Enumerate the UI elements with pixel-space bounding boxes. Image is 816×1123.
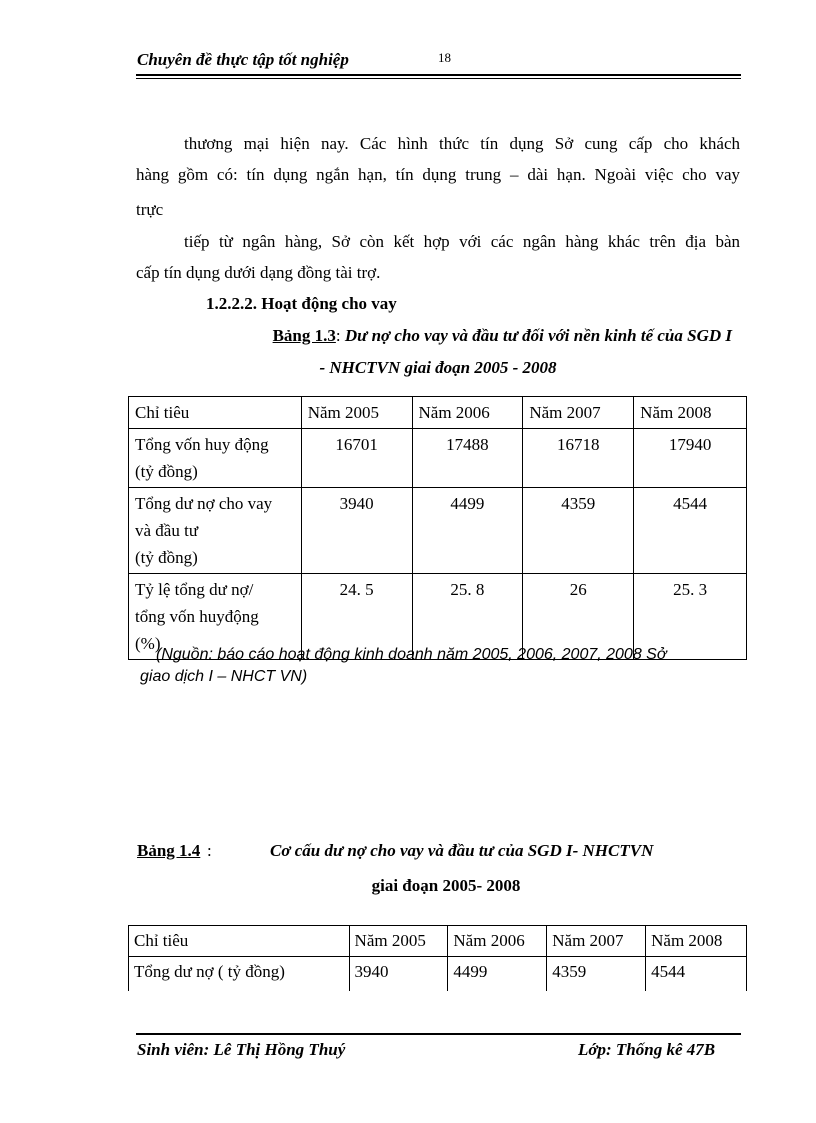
table-cell: 4359 [523,488,634,574]
table1-source-line2: giao dịch I – NHCT VN) [140,668,308,685]
row-label-line: (tỷ đồng) [135,548,198,567]
table1-caption-line2: - NHCTVN giai đoạn 2005 - 2008 [319,358,557,377]
section-heading: 1.2.2.2. Hoạt động cho vay [206,294,397,313]
table-cell: 4499 [448,957,547,992]
row-label-line: tổng vốn huyđộng [135,607,259,626]
header-rule-thin [136,78,741,79]
table-cell: 16718 [523,429,634,488]
page-number: 18 [438,50,451,65]
column-header: Chỉ tiêu [129,926,350,957]
column-header: Năm 2008 [634,397,747,429]
column-header: Năm 2005 [301,397,412,429]
paragraph-line: hàng gồm có: tín dụng ngắn hạn, tín dụng trung – dài hạn. Ngoài việc cho vay [136,165,740,184]
row-label [129,429,302,488]
footer-class: Lớp: Thống kê 47B [578,1040,716,1059]
table-cell: 4544 [634,488,747,574]
table-row [129,488,747,574]
column-header: Chỉ tiêu [129,397,302,429]
table-cell: 4544 [646,957,747,992]
paragraph-line: cấp tín dụng dưới dạng đồng tài trợ. [136,263,381,282]
table-loan-structure [128,925,747,991]
row-label-line: (tỷ đồng) [135,462,198,481]
column-header: Năm 2006 [412,397,523,429]
table-cell: 16701 [301,429,412,488]
row-label [129,488,302,574]
column-header: Năm 2008 [646,926,747,957]
table-cell: 26 [523,574,634,660]
column-header: Năm 2007 [523,397,634,429]
column-header: Năm 2005 [349,926,448,957]
header-title: Chuyên đề thực tập tốt nghiệp [137,50,349,69]
row-label-line: Tổng dư nợ cho vay [135,494,273,513]
column-header: Năm 2006 [448,926,547,957]
table-loan-outstanding [128,396,747,660]
table1-caption-label: Bảng 1.3 [272,326,336,345]
table2-caption-colon: : [207,841,212,860]
row-label-line: và đầu tư [135,521,199,540]
table-cell: 17940 [634,429,747,488]
table-cell: 24. 5 [301,574,412,660]
table-cell: 4359 [547,957,646,992]
table1-caption [136,326,732,346]
paragraph-line: thương mại hiện nay. Các hình thức tín dụng Sở cung cấp cho khách [184,134,740,153]
row-label-line: (%) [135,634,161,653]
table-header-row [129,397,747,429]
table1-source: (Nguồn: báo cáo hoạt động kinh doanh năm 2005, 2006, 2007, 2008 Sở [156,646,667,663]
footer-student: Sinh viên: Lê Thị Hồng Thuý [137,1040,346,1059]
table2-caption-line2: giai đoạn 2005- 2008 [371,876,521,895]
table-header-row [129,926,747,957]
table-cell: 3940 [349,957,448,992]
paragraph-line: tiếp từ ngân hàng, Sở còn kết hợp với các ngân hàng khác trên địa bàn [184,232,740,251]
table1-caption-text: Dư nợ cho vay và đầu tư đối với nền kinh tế của SGD I [344,326,732,345]
table-cell: 17488 [412,429,523,488]
table-cell: 25. 3 [634,574,747,660]
table-row [129,429,747,488]
table-cell: 3940 [301,488,412,574]
table-row [129,957,747,992]
paragraph-line: trực [136,200,164,219]
table2-caption-label: Bảng 1.4 [137,841,201,860]
footer-rule [136,1033,741,1035]
table2-caption-text: Cơ cấu dư nợ cho vay và đầu tư của SGD I- NHCTVN [270,841,654,860]
row-label-line: Tỷ lệ tổng dư nợ/ [135,580,254,599]
column-header: Năm 2007 [547,926,646,957]
table-cell: 25. 8 [412,574,523,660]
table-cell: 4499 [412,488,523,574]
row-label: Tổng dư nợ ( tỷ đồng) [129,957,350,992]
row-label-line: Tổng vốn huy động [135,435,269,454]
table1-caption-colon: : [335,326,341,345]
header-rule-thick [136,74,741,76]
